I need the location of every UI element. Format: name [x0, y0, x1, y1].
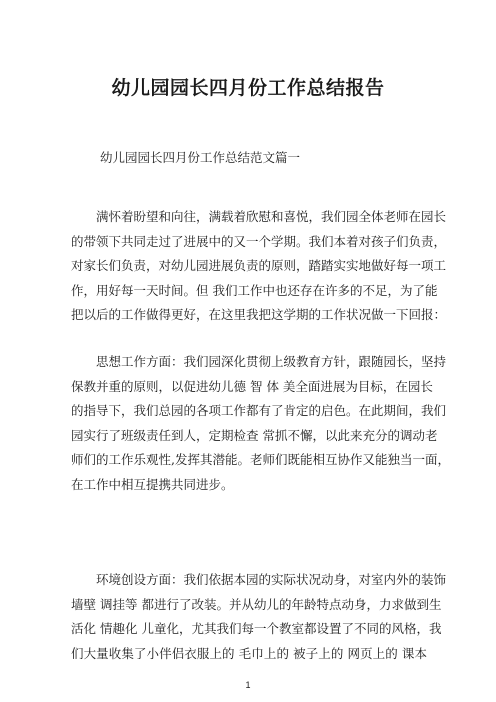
paragraph-line: 活化 情趣化 儿童化，尤其我们每一个教室都设置了不同的风格，我 — [71, 621, 442, 636]
paragraph-2 — [71, 350, 450, 497]
paragraph-line: 满怀着盼望和向往，满载着欣慰和喜悦，我们园全体老师在园长 — [96, 209, 447, 224]
paragraph-line: 师们的工作乐观性,发挥其潜能。老师们既能相互协作又能独当一面， — [71, 452, 450, 467]
document-subtitle: 幼儿园园长四月份工作总结范文篇一 — [100, 150, 301, 165]
paragraph-line: 在工作中相互提携共同进步。 — [71, 476, 234, 492]
paragraph-line: 的指导下，我们总园的各项工作都有了肯定的启色。在此期间，我们 — [71, 403, 447, 418]
paragraph-1 — [71, 205, 447, 328]
paragraph-line: 把以后的工作做得更好，在这里我把这学期的工作状况做一下回报： — [71, 307, 447, 322]
paragraph-line: 的带领下共同走过了进展中的又一个学期。我们本着对孩子们负责， — [71, 233, 447, 249]
paragraph-3 — [71, 568, 447, 666]
page-number: 1 — [245, 680, 251, 690]
paragraph-line: 保教并重的原则，以促进幼儿德 智 体 美全面进展为目标，在园长 — [71, 378, 433, 394]
paragraph-line: 们大量收集了小伴侣衣服上的 毛巾上的 被子上的 网页上的 课本 — [71, 645, 427, 661]
paragraph-line: 思想工作方面：我们园深化贯彻上级教育方针，跟随园长，坚持 — [96, 354, 447, 369]
document-title: 幼儿园园长四月份工作总结报告 — [111, 77, 385, 99]
paragraph-line: 园实行了班级责任到人，定期检查 常抓不懈，以此来充分的调动老 — [71, 427, 438, 443]
paragraph-line: 墙壁 调挂等 都进行了改装。并从幼儿的年龄特点动身，力求做到生 — [71, 596, 442, 612]
paragraph-line: 对家长们负责，对幼儿园进展负责的原则，踏踏实实地做好每一项工 — [71, 258, 447, 273]
paragraph-line: 环境创设方面：我们依据本园的实际状况动身，对室内外的装饰 — [96, 572, 447, 587]
paragraph-line: 作，用好每一天时间。但 我们工作中也还存在许多的不足，为了能 — [71, 282, 438, 298]
